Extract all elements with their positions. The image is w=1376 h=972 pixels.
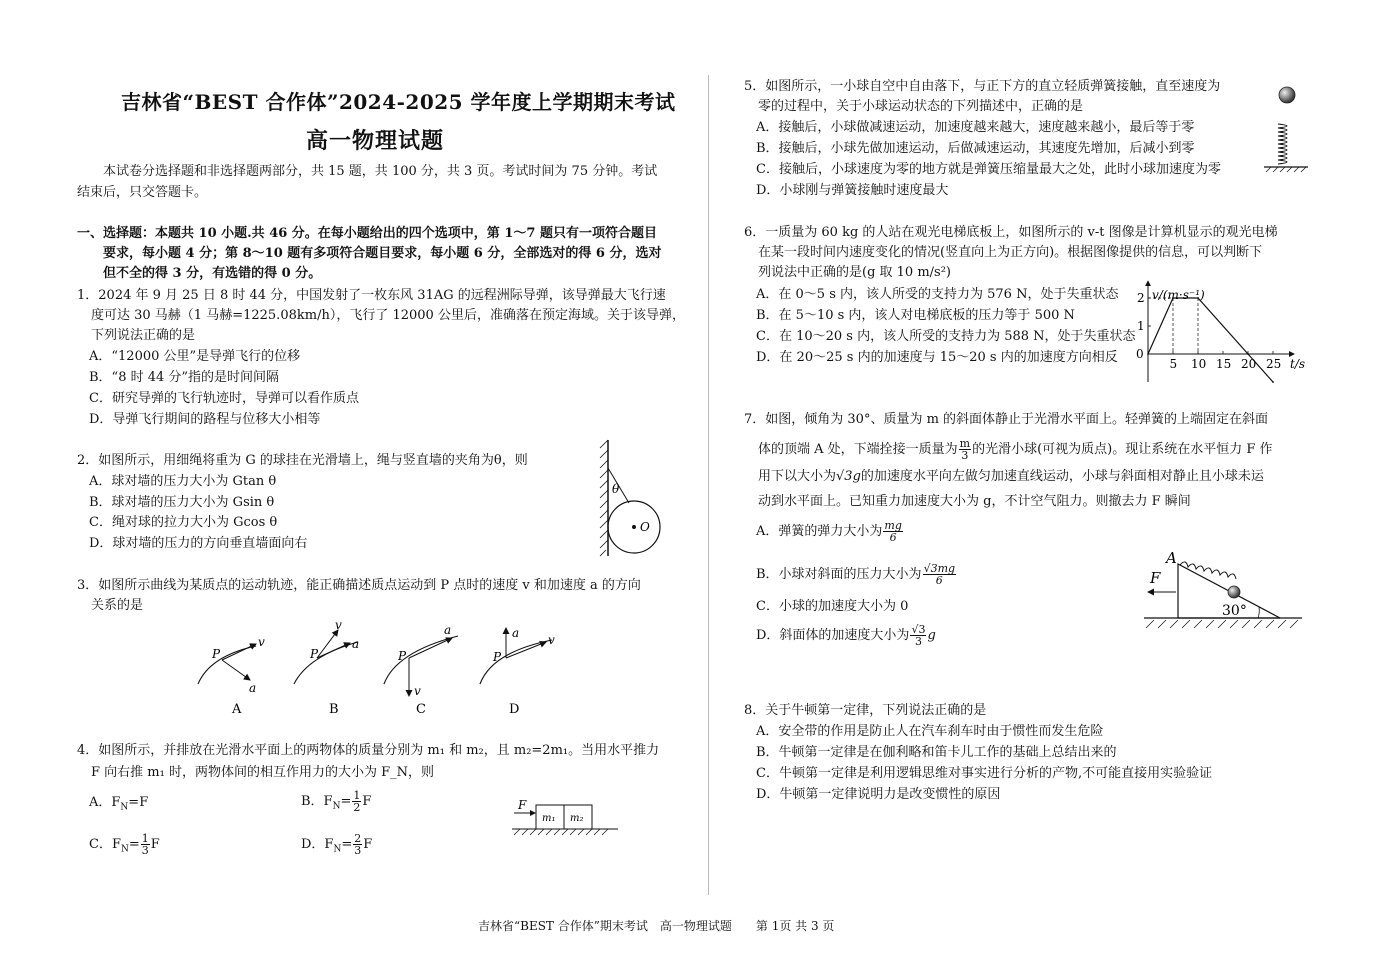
q1-option-b: B．“8 时 44 分”指的是时间间隔 [89,370,280,385]
q1-option-c: C．研究导弹的飞行轨迹时，导弹可以看作质点 [89,391,359,406]
incline-ball [1228,586,1240,598]
q6-option-b: B．在 5～10 s 内，该人对电梯底板的压力等于 500 N [756,308,1075,323]
q6-option-c: C．在 10～20 s 内，该人所受的支持力为 588 N，处于失重状态 [756,329,1136,344]
q8-stem: 8．关于牛顿第一定律，下列说法正确的是 [744,703,987,718]
q3-fig-p-label: P [493,650,502,664]
section-heading: 要求，每小题 4 分；第 8～10 题有多项符合题目要求，每小题 6 分，全部选对的得 6 分，选对 [103,246,662,261]
q3-label-d: D [509,702,520,717]
incline-spring [1180,562,1236,579]
y-tick-label: 2 [1137,291,1145,305]
q5-option-d: D．小球刚与弹簧接触时速度最大 [756,183,949,198]
q2-option-c: C．绳对球的拉力大小为 Gcos θ [89,515,278,530]
q4-fig-m1-label: m₁ [542,813,556,824]
q7-incline-figure [1140,548,1306,634]
q6-option-d: D．在 20～25 s 内的加速度与 15～20 s 内的加速度方向相反 [756,350,1118,365]
q7-stem: 用下以大小为√3g的加速度水平向左做匀加速直线运动，小球与斜面相对静止且小球未运 [758,469,1264,484]
q6-vt-chart [1128,284,1318,376]
y-tick-label: 1 [1137,319,1145,333]
exam-title: 吉林省“BEST 合作体”2024-2025 学年度上学期期末考试 [121,90,676,114]
q3-fig-v-label: v [258,635,265,649]
q3-fig-v-label: v [548,633,555,647]
q3-fig-a-label: a [249,681,257,695]
q7-option-b: B．小球对斜面的压力大小为 $\frac{√3mg}{6}$ [756,562,956,587]
q2-stem: 2．如图所示，用细绳将重为 G 的球挂在光滑墙上，绳与竖直墙的夹角为θ，则 [77,453,528,468]
q4-option-d: D．$F_N=$ $\frac{2}{3}$ F [301,832,373,857]
spring-coil [1278,124,1287,164]
q4-option-a: A．$F_N=F$ [89,795,149,813]
q8-option-d: D．牛顿第一定律说明力是改变惯性的原因 [756,787,1001,802]
intro-line: 结束后，只交答题卡。 [77,185,208,200]
q3-label-c: C [416,702,426,717]
q2-option-d: D．球对墙的压力的方向垂直墙面向右 [89,536,308,551]
y-axis-label: v/(m·s⁻¹) [1152,288,1205,302]
x-tick-label: 0 [1136,347,1144,361]
intro-line: 本试卷分选择题和非选择题两部分，共 15 题，共 100 分，共 3 页。考试时间为 75 分钟。考试 [103,164,658,179]
q8-option-c: C．牛顿第一定律是利用逻辑思维对事实进行分析的产物,不可能直接用实验验证 [756,766,1213,781]
q7-fig-angle-label: 30° [1222,603,1247,619]
q2-option-a: A．球对墙的压力大小为 Gtan θ [89,474,277,489]
x-tick-label: 20 [1241,357,1257,371]
q8-option-a: A．安全带的作用是防止人在汽车刹车时由于惯性而发生危险 [756,724,1104,739]
q1-stem: 下列说法正确的是 [91,328,196,343]
q7-fig-a-label: A [1166,549,1177,567]
q7-fig-f-label: F [1150,569,1161,587]
falling-ball [1279,87,1295,103]
q3-fig-a-label: a [444,623,452,637]
q3-trajectory-figures [190,618,570,718]
column-divider [708,75,709,895]
q1-option-a: A．“12000 公里”是导弹飞行的位移 [89,349,301,364]
vt-data-point [1147,353,1149,355]
q3-label-b: B [329,702,339,717]
q3-fig-a-label: a [352,637,360,651]
x-tick-label: 25 [1266,357,1282,371]
q3-fig-p-label: P [212,647,221,661]
x-tick-label: 10 [1191,357,1207,371]
q5-stem: 零的过程中，关于小球运动状态的下列描述中，正确的是 [758,99,1084,114]
q7-option-a: A．弹簧的弹力大小为 $\frac{mg}{6}$ [756,519,902,544]
q2-option-b: B．球对墙的压力大小为 Gsin θ [89,495,275,510]
q5-stem: 5．如图所示，一小球自空中自由落下，与正下方的直立轻质弹簧接触，直至速度为 [744,79,1221,94]
q5-option-b: B．接触后，小球先做加速运动，后做减速运动，其速度先增加，后减小到零 [756,141,1195,156]
x-tick-label: 5 [1169,357,1178,371]
q7-stem: 体的顶端 A 处，下端拴接一质量为 $\frac{m}{3}$ 的光滑小球(可视为质点)。现让系统在水平恒力 F 作 [758,437,1273,462]
q4-stem: F 向右推 m₁ 时，两物体间的相互作用力的大小为 F_N，则 [91,765,434,780]
q3-fig-a-label: a [512,626,520,640]
q5-option-c: C．接触后，小球速度为零的地方就是弹簧压缩量最大之处，此时小球加速度为零 [756,162,1221,177]
q7-stem: 7．如图，倾角为 30°、质量为 m 的斜面体静止于光滑水平面上。轻弹簧的上端固定在斜面 [744,412,1269,427]
q5-option-a: A．接触后，小球做减速运动，加速度越来越大，速度越来越小，最后等于零 [756,120,1195,135]
q4-stem: 4．如图所示，并排放在光滑水平面上的两物体的质量分别为 m₁ 和 m₂，且 m₂=2m₁。当用水平推力 [77,743,660,758]
x-tick-label: 15 [1216,357,1232,371]
vt-data-point [1272,381,1274,383]
q5-spring-figure [1260,82,1310,177]
q3-fig-p-label: P [398,649,407,663]
q7-option-c: C．小球的加速度大小为 0 [756,599,909,614]
q2-fig-theta-label: θ [612,482,620,496]
q4-fig-f-label: F [518,798,527,812]
q6-stem: 列说法中正确的是(g 取 10 m/s²) [758,265,951,280]
x-axis-label: t/s [1290,357,1306,371]
section-heading: 一、选择题：本题共 10 小题.共 46 分。在每小题给出的四个选项中，第 1～7 题只有一项符合题目 [77,226,657,241]
q3-fig-p-label: P [310,647,319,661]
q4-option-b: B．$F_N=$ $\frac{1}{2}$ F [301,789,372,814]
q1-stem: 1．2024 年 9 月 25 日 8 时 44 分，中国发射了一枚东风 31AG 的远程洲际导弹，该导弹最大飞行速 [77,288,666,303]
q1-option-d: D．导弹飞行期间的路程与位移大小相等 [89,412,321,427]
q3-label-a: A [232,702,242,717]
q2-wall-figure [596,438,666,560]
q4-fig-m2-label: m₂ [570,813,584,824]
q6-stem: 6．一质量为 60 kg 的人站在观光电梯底板上，如图所示的 v-t 图像是计算机显示的观光电梯 [744,225,1278,240]
q1-stem: 度可达 30 马赫（1 马赫=1225.08km/h），飞行了 12000 公里后，准确落在预定海域。关于该导弹， [91,308,685,323]
q3-fig-v-label: v [335,618,342,632]
exam-subtitle: 高一物理试题 [306,128,445,154]
section-heading: 但不全的得 3 分，有选错的得 0 分。 [103,266,322,281]
q4-option-c: C．$F_N=$ $\frac{1}{3}$ F [89,832,160,857]
q3-stem: 3．如图所示曲线为某质点的运动轨迹，能正确描述质点运动到 P 点时的速度 v 和加速度 a 的方向 [77,578,641,593]
q3-stem: 关系的是 [91,598,144,613]
q8-option-b: B．牛顿第一定律是在伽利略和笛卡儿工作的基础上总结出来的 [756,745,1117,760]
q7-option-d: D．斜面体的加速度大小为 $\frac{√3}{3}$ g [756,623,936,648]
q3-fig-v-label: v [414,684,421,698]
page-footer: 吉林省“BEST 合作体”期末考试 高一物理试题 第 1页 共 3 页 [478,919,835,933]
q6-option-a: A．在 0～5 s 内，该人所受的支持力为 576 N，处于失重状态 [756,287,1119,302]
q7-stem: 动到水平面上。已知重力加速度大小为 g，不计空气阻力。则撤去力 F 瞬间 [758,494,1191,509]
q4-blocks-figure [500,795,620,840]
q6-stem: 在某一段时间内速度变化的情况(竖直向上为正方向)。根据图像提供的信息，可以判断下 [758,245,1263,260]
q2-fig-o-label: O [640,520,650,534]
